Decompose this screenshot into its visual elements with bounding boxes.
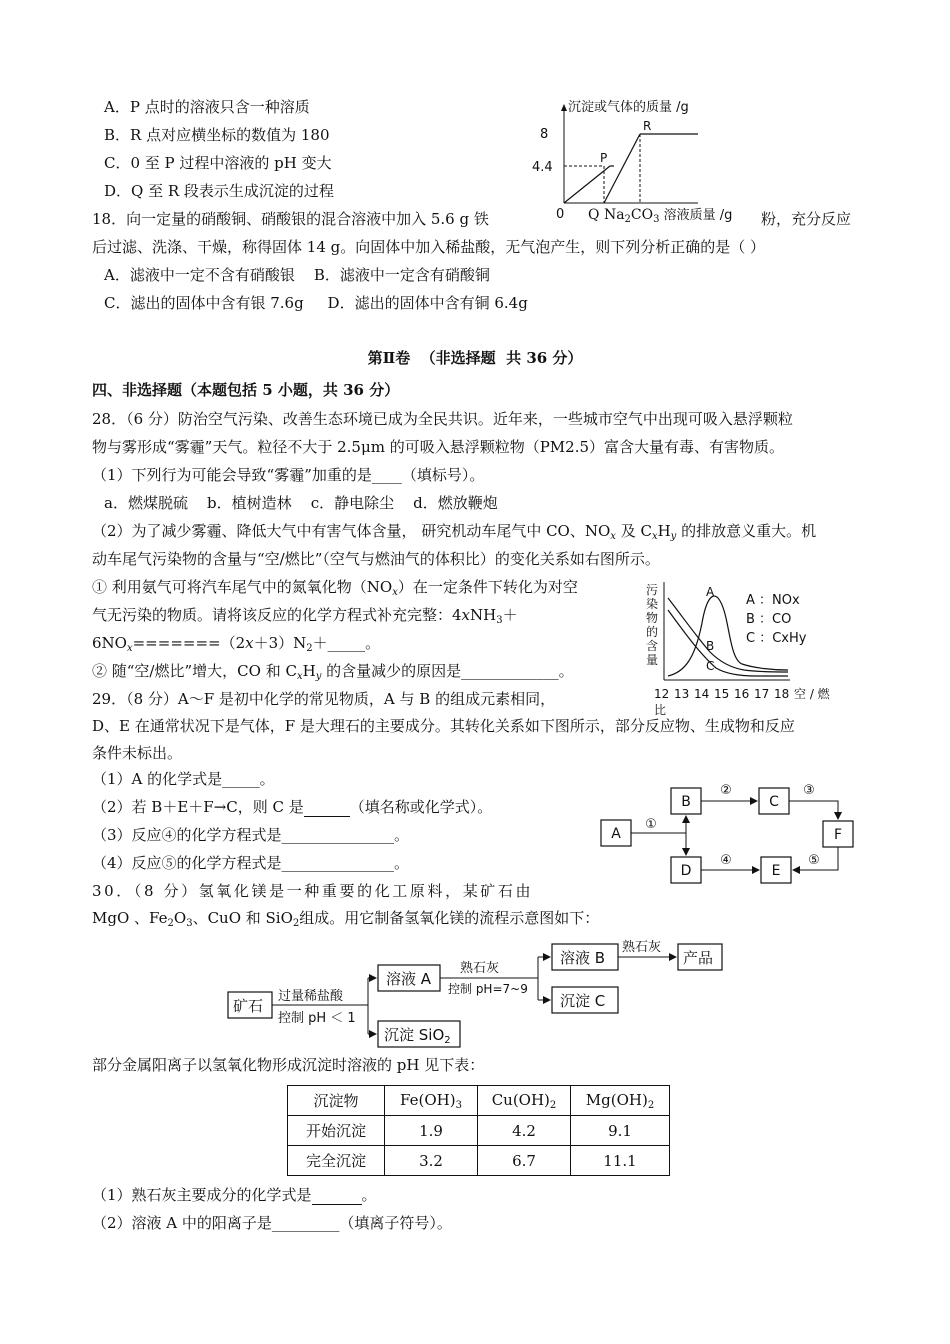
q28-sub1-options: a．燃煤脱硫 b．植树造林 c．静电除尘 d．燃放鞭炮 xyxy=(104,494,498,512)
svg-text:18: 18 xyxy=(774,687,790,701)
q29-edge-2: ② xyxy=(720,783,732,798)
q17-origin: 0 xyxy=(556,207,565,222)
q30-sub1: （1）熟石灰主要成分的化学式是 。 xyxy=(92,1186,377,1204)
q29-diagram xyxy=(595,780,865,890)
table-header: $Cu(OH)_2$ xyxy=(478,1086,571,1116)
q30-node-product: 产品 xyxy=(683,949,714,967)
table-header: $Mg(OH)_2$ xyxy=(571,1086,670,1116)
q30-flowchart xyxy=(220,936,740,1052)
q28-sub1: （1）下列行为可能会导致“雾霾”加重的是____（填标号）。 xyxy=(92,466,485,484)
q28-xlabel: 空 / 燃 xyxy=(794,687,830,701)
q28-part2: ② 随“空/燃比”增大，CO 和 $C_xH_y$ 的含量减少的原因是_____________。 xyxy=(92,662,574,682)
q17-point-q: Q xyxy=(588,207,600,223)
svg-text:13: 13 xyxy=(674,687,690,701)
q28-part1-line1: ① 利用氨气可将汽车尾气中的氮氧化物$(NO_x)$在一定条件下转化为对空 xyxy=(92,578,578,598)
q17-option-d: D．Q 至 R 段表示生成沉淀的过程 xyxy=(104,182,334,200)
q29-node-b: B xyxy=(681,794,691,810)
q29-edge-3: ③ xyxy=(803,783,815,798)
q28-line2: 物与雾形成“雾霾”天气。粒径不大于 2.5μm 的可吸入悬浮颗粒物（PM2.5）富含大量有毒、有害物质。 xyxy=(92,438,785,456)
q18-line2: 后过滤、洗涤、干燥，称得固体 14 g。向固体中加入稀盐酸，无气泡产生，则下列分析正确的是（ ） xyxy=(92,238,765,256)
table-header: $Fe(OH)_3$ xyxy=(385,1086,478,1116)
q28-curve-b: B xyxy=(706,639,715,653)
svg-text:污: 污 xyxy=(646,583,659,597)
svg-text:含: 含 xyxy=(646,639,659,653)
q30-table-intro: 部分金属阳离子以氢氧化物形成沉淀时溶液的 pH 见下表： xyxy=(92,1056,485,1074)
q29-sub3: （3）反应④的化学方程式是_______________。 xyxy=(92,826,410,844)
q29-node-e: E xyxy=(771,863,781,879)
q17-option-b: B．R 点对应横坐标的数值为 180 xyxy=(104,126,330,144)
q17-option-a: A．P 点时的溶液只含一种溶质 xyxy=(104,98,310,116)
q18-line1-end: 粉，充分反应 xyxy=(761,210,852,228)
q18-options-row2: C．滤出的固体中含有银 7.6g D．滤出的固体中含有铜 6.4g xyxy=(104,294,528,312)
table-header: 沉淀物 xyxy=(288,1086,385,1116)
table-row: 开始沉淀 1.9 4.2 9.1 xyxy=(288,1116,670,1146)
q17-ytick-8: 8 xyxy=(540,127,549,142)
q28-xlabel-2: 比 xyxy=(654,703,667,717)
q29-sub1: （1）A 的化学式是_____。 xyxy=(92,770,275,788)
q28-legend xyxy=(746,593,807,646)
q30-line2: MgO 、$Fe_2O_3$、CuO 和 SiO$_2$组成。用它制备氢氧化镁的流程示意图如下： xyxy=(92,909,600,929)
q17-xlabel: Q $Na_2CO_3$ 溶液质量 /g xyxy=(588,207,733,225)
q30-label-ph2: 控制 pH=7~9 xyxy=(448,982,528,996)
q28-part1-line2: 气无污染的物质。请将该反应的化学方程式补充完整：4xNH$_3$＋ xyxy=(92,606,518,626)
svg-text:17: 17 xyxy=(754,687,770,701)
q17-point-r: R xyxy=(643,119,652,133)
q28-sub2-line1: （2）为了减少雾霾、降低大气中有害气体含量， 研究机动车尾气中 CO、$NO_x$ 及 $C_xH_y$ 的排放意义重大。机 xyxy=(92,522,817,542)
q30-sub2: （2）溶液 A 中的阳离子是_________（填离子符号）。 xyxy=(92,1214,452,1232)
q29-sub4: （4）反应⑤的化学方程式是_______________。 xyxy=(92,854,410,872)
q18-line1: 18．向一定量的硝酸铜、硝酸银的混合溶液中加入 5.6 g 铁 xyxy=(92,210,489,228)
q30-ph-table xyxy=(287,1085,670,1176)
q17-point-p: P xyxy=(600,151,608,165)
q29-sub2: （2）若 B＋E＋F→C，则 C 是 （填名称或化学式）。 xyxy=(92,798,493,816)
svg-text:染: 染 xyxy=(646,597,659,611)
q30-node-solution-b: 溶液 B xyxy=(560,949,606,967)
svg-text:的: 的 xyxy=(646,625,659,639)
svg-text:A ：NOx: A ：NOx xyxy=(746,593,800,608)
table-row: 完全沉淀 3.2 6.7 11.1 xyxy=(288,1146,670,1176)
section4-heading: 四、非选择题（本题包括 5 小题，共 36 分） xyxy=(92,381,400,399)
svg-text:14: 14 xyxy=(694,687,710,701)
q29-node-d: D xyxy=(680,863,692,879)
svg-text:C ：CxHy: C ：CxHy xyxy=(746,631,807,646)
svg-text:16: 16 xyxy=(734,687,750,701)
q29-edge-5: ⑤ xyxy=(808,853,820,868)
svg-text:物: 物 xyxy=(646,611,659,625)
svg-text:B ：CO: B ：CO xyxy=(746,612,792,627)
q29-line3: 条件未标出。 xyxy=(92,744,183,762)
section2-title: 第Ⅱ卷 （非选择题 共 36 分） xyxy=(367,349,583,367)
q30-node-ore: 矿石 xyxy=(233,997,264,1015)
q28-graph xyxy=(640,578,840,718)
q17-option-c: C．0 至 P 过程中溶液的 pH 变大 xyxy=(104,154,332,172)
q30-label-ph1: 控制 pH ＜ 1 xyxy=(278,1011,356,1026)
q30-node-solution-a: 溶液 A xyxy=(386,970,432,988)
q28-equation: $6NO_x=======(2x+3)N_2+\_\_\_\_\_$。 xyxy=(92,634,381,654)
q30-label-lime2: 熟石灰 xyxy=(622,940,662,955)
q28-xticks xyxy=(654,687,789,701)
q30-node-precipitate-c: 沉淀 C xyxy=(560,992,606,1010)
q28-line1: 28．（6 分）防治空气污染、改善生态环境已成为全民共识。近年来，一些城市空气中出现可吸入悬浮颗粒 xyxy=(92,410,793,428)
q17-ytick-4.4: 4.4 xyxy=(532,160,553,175)
q29-node-c: C xyxy=(769,794,779,810)
svg-text:15: 15 xyxy=(714,687,730,701)
q29-edge-4: ④ xyxy=(720,853,732,868)
q30-label-lime1: 熟石灰 xyxy=(460,961,500,976)
svg-text:12: 12 xyxy=(654,687,670,701)
q29-line2: D、E 在通常状况下是气体，F 是大理石的主要成分。其转化关系如下图所示，部分反应物、生成物和反应 xyxy=(92,717,795,735)
q28-ylabel xyxy=(646,583,658,667)
q28-curve-c: C xyxy=(706,659,715,673)
q29-node-a: A xyxy=(611,826,621,842)
svg-text:量: 量 xyxy=(646,653,659,667)
q29-edge-1: ① xyxy=(645,817,657,832)
q29-line1: 29．（8 分）A～F 是初中化学的常见物质，A 与 B 的组成元素相同， xyxy=(92,690,556,708)
q29-node-f: F xyxy=(833,827,843,843)
q28-sub2-line2: 动车尾气污染物的含量与“空/燃比”（空气与燃油气的体积比）的变化关系如右图所示。 xyxy=(92,550,660,568)
q30-label-acid: 过量稀盐酸 xyxy=(278,989,344,1004)
q17-ylabel: 沉淀或气体的质量 /g xyxy=(568,100,689,115)
q28-curve-a: A xyxy=(706,585,715,599)
q30-node-sio2: 沉淀 SiO$_2$ xyxy=(384,1026,451,1046)
q30-line1: 30．（8 分）氢氧化镁是一种重要的化工原料，某矿石由 xyxy=(92,882,534,900)
q18-options-row1: A．滤液中一定不含有硝酸银 B．滤液中一定含有硝酸铜 xyxy=(104,266,490,284)
